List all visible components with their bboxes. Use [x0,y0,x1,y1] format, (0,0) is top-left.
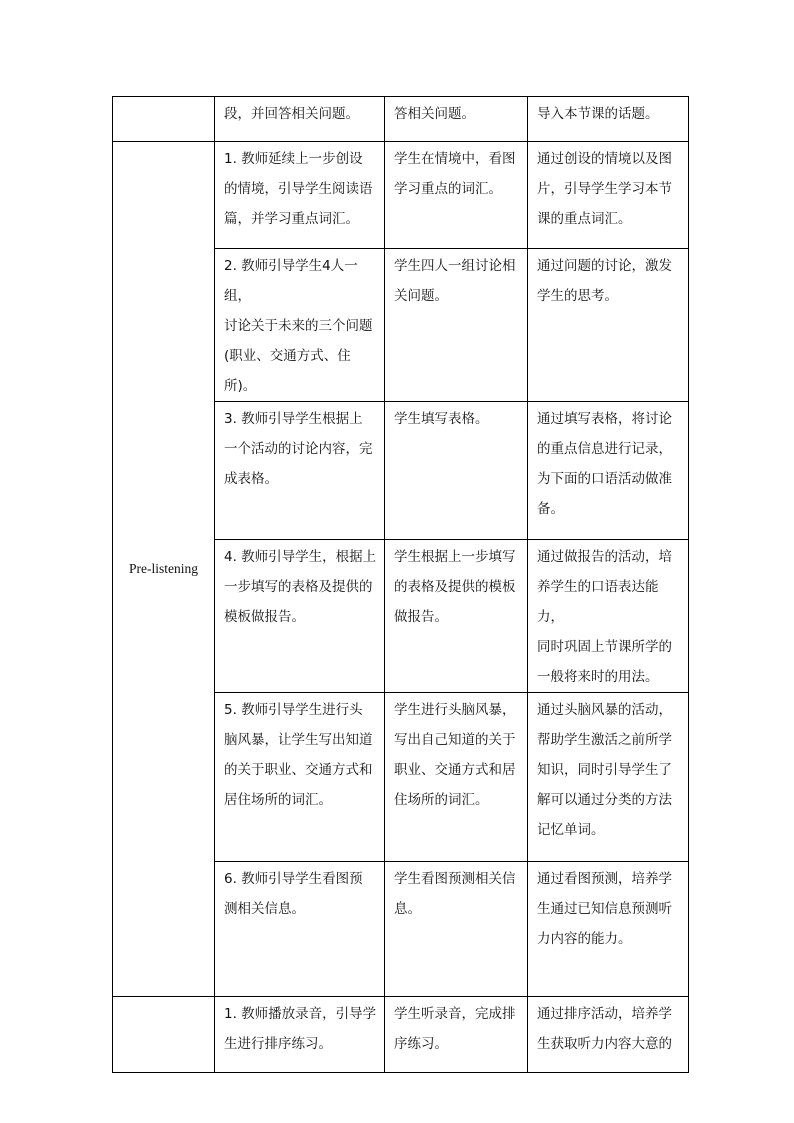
purpose-cell [528,693,689,862]
purpose-text: 通过做报告的活动，培 养学生的口语表达能力， 同时巩固上节课所学的 一般将来时的用法。 [537,549,672,685]
purpose-cell [528,97,689,142]
purpose-cell [528,142,689,249]
stage-cell [113,997,215,1073]
teacher-activity-text: 3. 教师引导学生根据上 一个活动的讨论内容，完 成表格。 [224,411,373,487]
purpose-cell [528,402,689,540]
purpose-text: 通过看图预测，培养学 生通过已知信息预测听 力内容的能力。 [537,871,672,947]
teacher-activity-cell [215,997,385,1073]
teacher-activity-text: 段，并回答相关问题。 [224,106,359,122]
teacher-activity-cell [215,693,385,862]
table-row [113,142,689,249]
student-activity-text: 学生根据上一步填写 的表格及提供的模板 做报告。 [394,549,516,625]
teacher-activity-cell [215,97,385,142]
teacher-activity-text: 2. 教师引导学生4人一组， 讨论关于未来的三个问题 (职业、交通方式、住所)。 [224,258,373,394]
lesson-plan-table [112,96,689,1073]
purpose-text: 通过排序活动，培养学 生获取听力内容大意的 [537,1006,672,1052]
purpose-text: 通过创设的情境以及图 片，引导学生学习本节 课的重点词汇。 [537,151,672,227]
teacher-activity-cell [215,402,385,540]
student-activity-cell [385,402,528,540]
teacher-activity-cell [215,249,385,402]
teacher-activity-cell [215,862,385,997]
student-activity-cell [385,862,528,997]
student-activity-text: 答相关问题。 [394,106,475,122]
purpose-text: 通过填写表格，将讨论 的重点信息进行记录， 为下面的口语活动做准 备。 [537,411,672,517]
student-activity-text: 学生填写表格。 [394,411,489,427]
teacher-activity-text: 1. 教师播放录音，引导学 生进行排序练习。 [224,1006,377,1052]
student-activity-cell [385,540,528,693]
student-activity-cell [385,142,528,249]
teacher-activity-text: 5. 教师引导学生进行头 脑风暴，让学生写出知道 的关于职业、交通方式和 居住场所的词汇。 [224,702,373,808]
student-activity-text: 学生四人一组讨论相 关问题。 [394,258,516,304]
table-row [113,97,689,142]
student-activity-cell [385,693,528,862]
teacher-activity-cell [215,142,385,249]
purpose-text: 通过头脑风暴的活动， 帮助学生激活之前所学 知识，同时引导学生了 解可以通过分类的方法 记忆单词。 [537,702,672,838]
student-activity-text: 学生看图预测相关信 息。 [394,871,516,917]
teacher-activity-text: 1. 教师延续上一步创设 的情境，引导学生阅读语 篇，并学习重点词汇。 [224,151,373,227]
purpose-text: 通过问题的讨论，激发 学生的思考。 [537,258,672,304]
purpose-cell [528,997,689,1073]
student-activity-text: 学生在情境中，看图 学习重点的词汇。 [394,151,516,197]
teacher-activity-cell [215,540,385,693]
table-row [113,997,689,1073]
purpose-cell [528,540,689,693]
purpose-text: 导入本节课的话题。 [537,106,659,122]
purpose-cell [528,249,689,402]
student-activity-cell [385,249,528,402]
student-activity-text: 学生进行头脑风暴， 写出自己知道的关于 职业、交通方式和居 住场所的词汇。 [394,702,516,808]
teacher-activity-text: 6. 教师引导学生看图预 测相关信息。 [224,871,363,917]
stage-cell: Pre-listening [113,142,215,997]
student-activity-cell [385,97,528,142]
stage-cell [113,97,215,142]
purpose-cell [528,862,689,997]
student-activity-text: 学生听录音，完成排 序练习。 [394,1006,516,1052]
teacher-activity-text: 4. 教师引导学生，根据上 一步填写的表格及提供的 模板做报告。 [224,549,377,625]
student-activity-cell [385,997,528,1073]
